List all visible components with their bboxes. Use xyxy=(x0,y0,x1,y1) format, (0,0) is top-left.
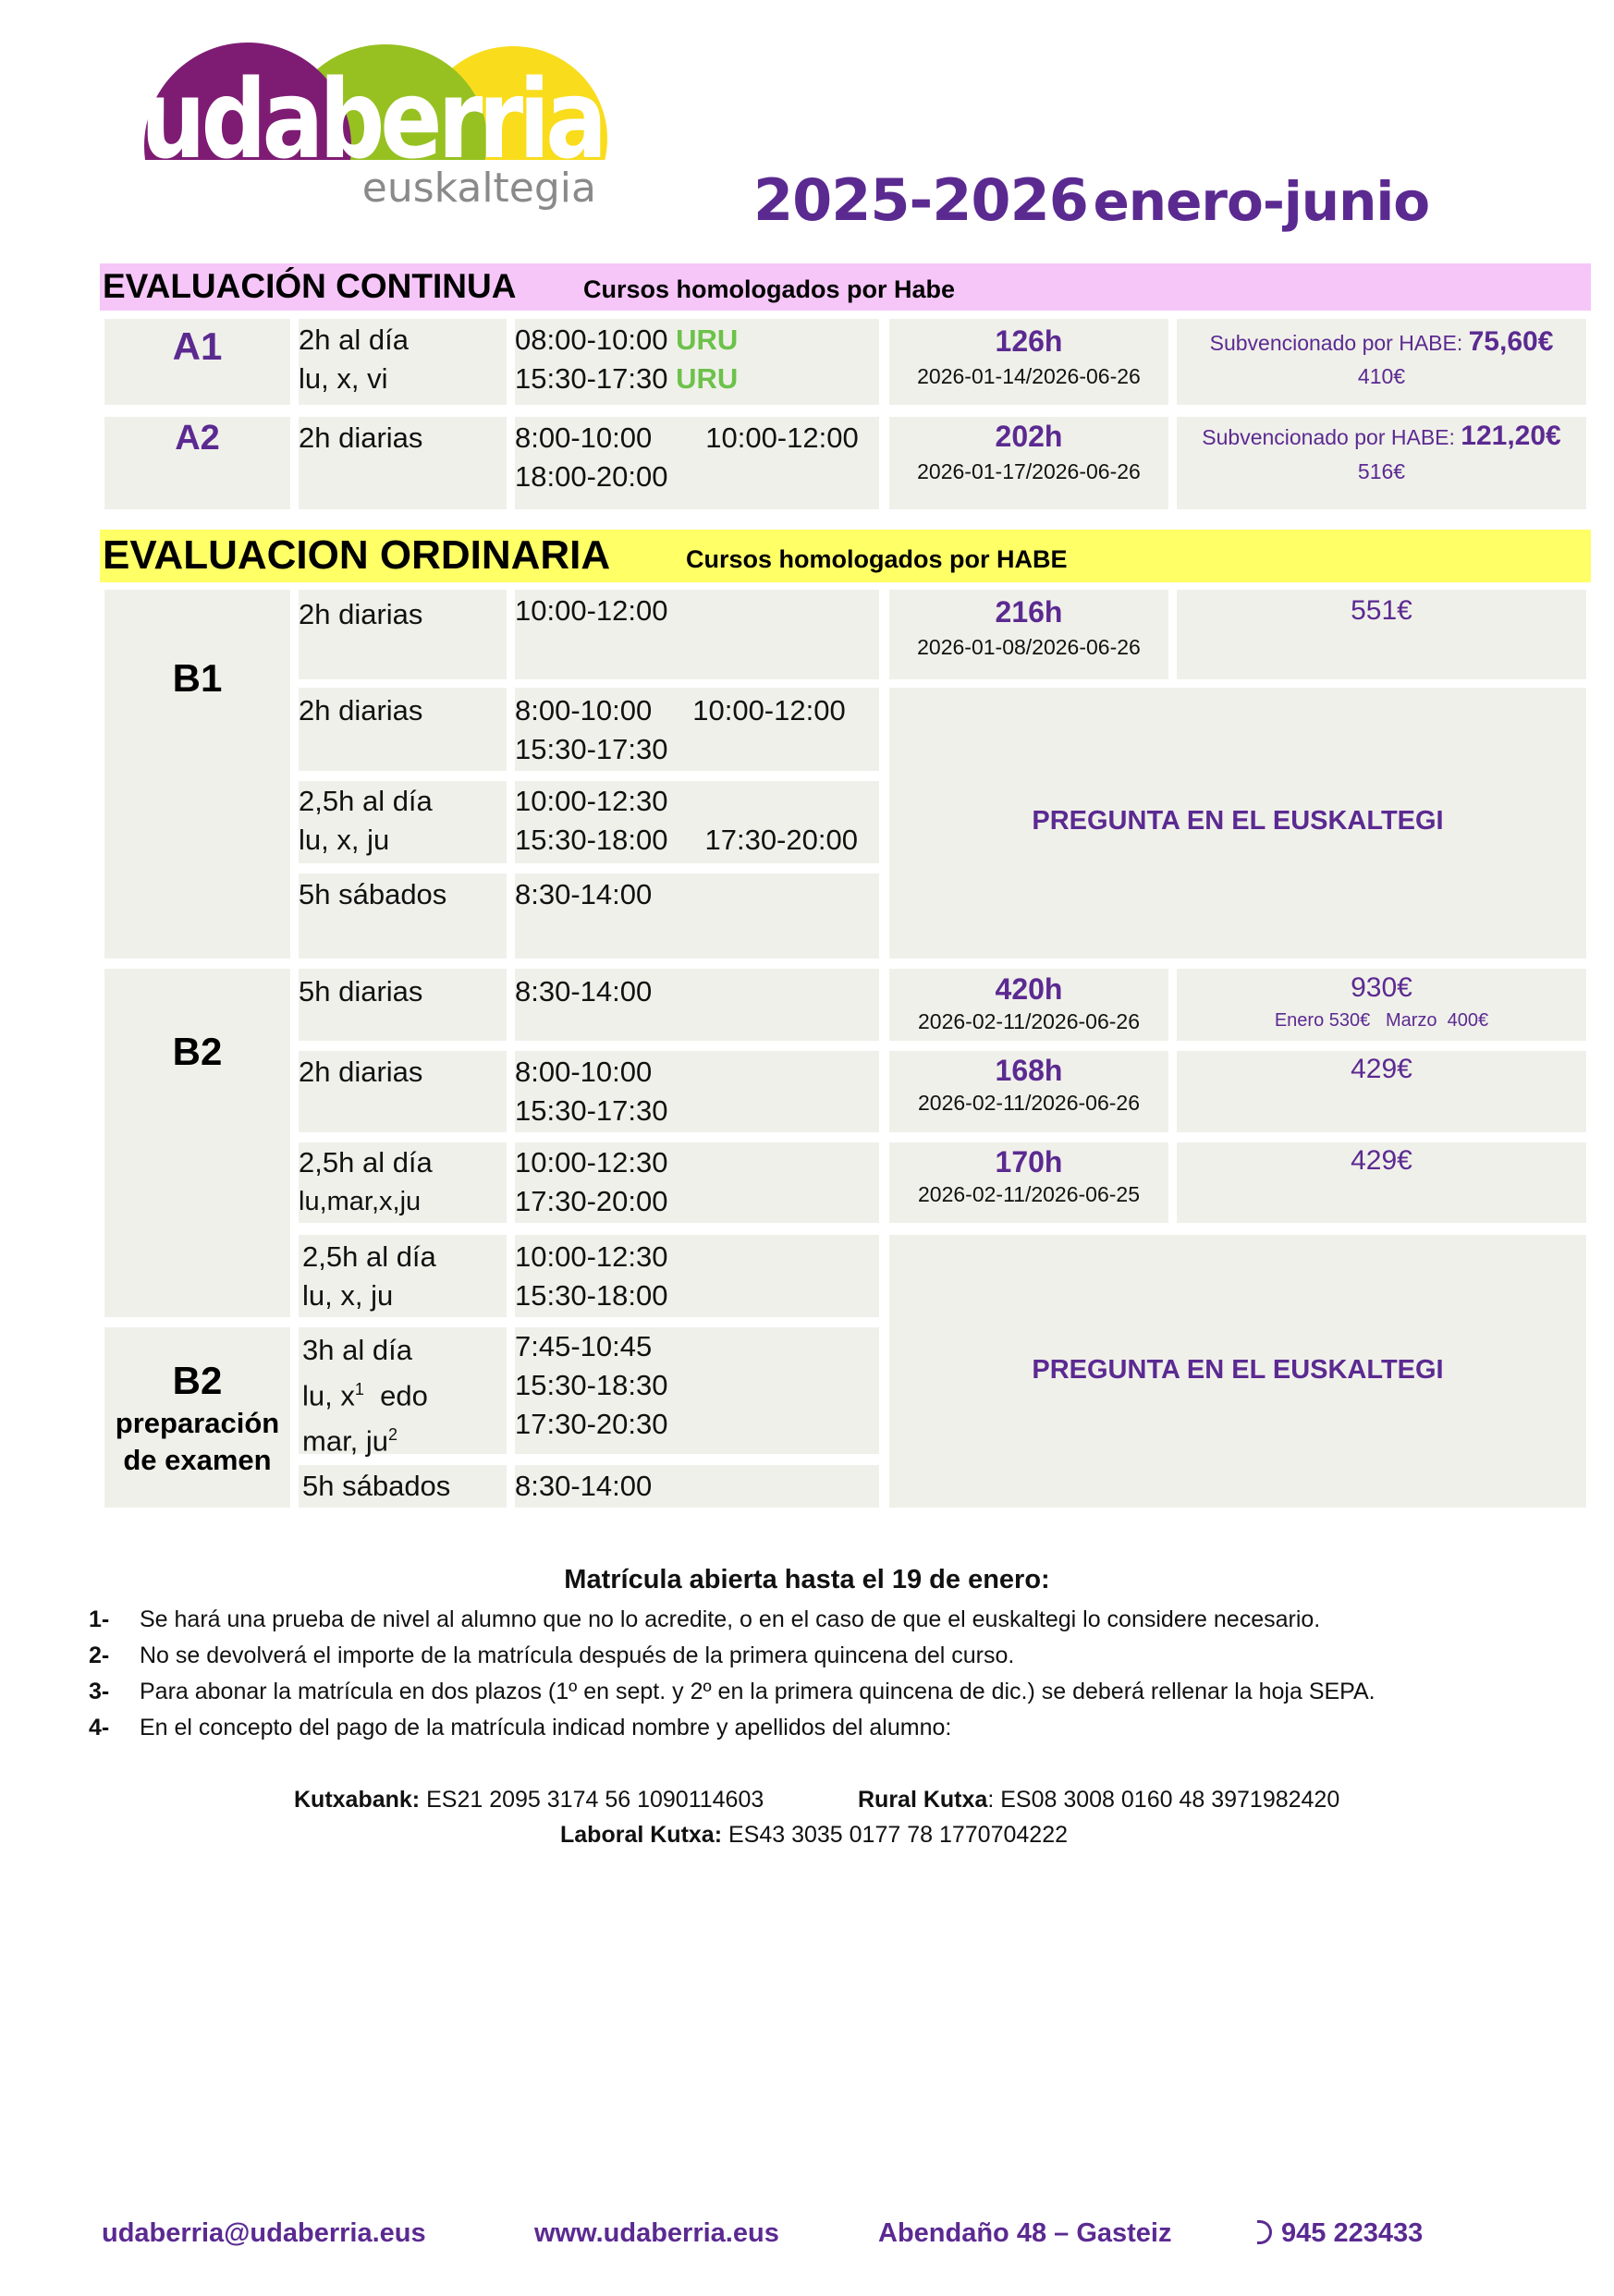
section-title: EVALUACION ORDINARIA xyxy=(103,532,611,578)
price-full: 516€ xyxy=(1357,459,1406,483)
price-label: Subvencionado por HABE: xyxy=(1202,425,1455,449)
logo-subtitle: euskaltegia xyxy=(361,165,596,212)
location-tag: URU xyxy=(676,324,739,356)
ask-cell xyxy=(889,1235,1586,1508)
price-full: 410€ xyxy=(1357,364,1406,388)
title-period: enero-junio xyxy=(1093,170,1430,233)
time-slot: 10:00-12:00 xyxy=(515,594,668,627)
note-text: Para abonar la matrícula en dos plazos (1º en sept. y 2º en la primera quincena de dic.) se deberá rellenar la hoja SEPA. xyxy=(140,1679,1376,1704)
hours-value: 202h xyxy=(995,420,1063,453)
times-cell xyxy=(515,688,879,771)
level-label: B1 xyxy=(172,656,223,700)
times-cell xyxy=(515,1142,879,1223)
time-slot: 8:00-10:00 xyxy=(515,694,653,727)
times-cell xyxy=(515,781,879,863)
time-slot: 10:00-12:00 xyxy=(692,694,846,727)
price-split-value: 530€ xyxy=(1328,1010,1371,1031)
hours-cell xyxy=(889,1142,1168,1223)
level-cell xyxy=(104,319,290,405)
level-cell xyxy=(104,590,290,959)
level-label: A1 xyxy=(172,324,223,368)
schedule-line: 2,5h al día xyxy=(302,1240,436,1273)
time-slot: 10:00-12:30 xyxy=(515,1146,668,1179)
level-cell xyxy=(104,417,290,509)
level-sub: preparación xyxy=(115,1407,280,1439)
note-text: Se hará una prueba de nivel al alumno que no lo acredite, o en el caso de que el euskaltegi lo considere necesario. xyxy=(140,1606,1321,1632)
schedule-days: lu, x, ju xyxy=(299,824,390,856)
footer-email[interactable]: udaberria@udaberria.eus xyxy=(102,2218,426,2248)
times-cell xyxy=(515,417,879,509)
price-value: 930€ xyxy=(1351,972,1412,1003)
phone-number: 945 223433 xyxy=(1281,2218,1424,2248)
bank-name: Laboral Kutxa: xyxy=(560,1822,723,1848)
price-value: 429€ xyxy=(1351,1145,1412,1176)
price-split-label: Enero xyxy=(1274,1010,1325,1031)
time-slot: 8:30-14:00 xyxy=(515,1470,653,1502)
schedule-cell xyxy=(299,1051,507,1132)
section-subtitle: Cursos homologados por Habe xyxy=(583,275,956,303)
schedule-cell xyxy=(299,1235,507,1317)
schedule-cell xyxy=(299,873,507,959)
schedule-days: lu,mar,x,ju xyxy=(299,1187,422,1216)
times-cell xyxy=(515,1327,879,1454)
price-cell xyxy=(1177,1051,1586,1132)
time-slot: 18:00-20:00 xyxy=(515,460,668,493)
schedule-days: lu, x xyxy=(302,1379,355,1412)
time-slot: 10:00-12:30 xyxy=(515,785,668,817)
times-cell xyxy=(515,1465,879,1508)
date-range: 2026-02-11/2026-06-25 xyxy=(918,1182,1140,1206)
time-slot: 15:30-18:00 xyxy=(515,824,668,856)
bank-account xyxy=(560,1822,1068,1849)
schedule-line: 2,5h al día xyxy=(299,785,433,817)
time-slot: 8:30-14:00 xyxy=(515,878,653,910)
schedule-or: edo xyxy=(380,1379,428,1412)
price-label: Subvencionado por HABE: xyxy=(1209,331,1463,355)
note-number: 2- xyxy=(89,1643,110,1668)
logo xyxy=(129,37,610,213)
price-subsidized: 121,20€ xyxy=(1461,421,1561,451)
hours-value: 126h xyxy=(995,324,1063,358)
note-text: En el concepto del pago de la matrícula indicad nombre y apellidos del alumno: xyxy=(140,1715,952,1740)
schedule-line: 5h diarias xyxy=(299,975,423,1008)
bank-account xyxy=(858,1787,1339,1814)
time-slot: 17:30-20:00 xyxy=(515,1185,668,1217)
time-slot: 10:00-12:30 xyxy=(515,1240,668,1273)
ask-label: PREGUNTA EN EL EUSKALTEGI xyxy=(1032,806,1444,836)
ask-label: PREGUNTA EN EL EUSKALTEGI xyxy=(1032,1355,1444,1385)
note-number: 1- xyxy=(89,1606,110,1632)
time-slot: 08:00-10:00 xyxy=(515,324,668,356)
title-years: 2025-2026 xyxy=(753,166,1088,234)
schedule-line: 2h al día xyxy=(299,324,409,356)
time-slot: 17:30-20:30 xyxy=(515,1408,668,1440)
hours-value: 420h xyxy=(995,972,1063,1006)
time-slot: 7:45-10:45 xyxy=(515,1330,653,1362)
footnote-mark: 2 xyxy=(388,1425,398,1445)
price-value: 551€ xyxy=(1351,595,1412,626)
price-split xyxy=(1177,1010,1586,1032)
footnote-mark: 1 xyxy=(354,1380,364,1398)
bank-iban: ES21 2095 3174 56 1090114603 xyxy=(426,1787,764,1813)
location-tag: URU xyxy=(676,362,739,395)
logo-graphic xyxy=(129,37,610,213)
hours-value: 168h xyxy=(995,1054,1063,1087)
price-split-label: Marzo xyxy=(1385,1010,1437,1031)
date-range: 2026-01-08/2026-06-26 xyxy=(917,635,1141,659)
times-cell xyxy=(515,1235,879,1317)
times-cell xyxy=(515,590,879,679)
schedule-line: 5h sábados xyxy=(302,1470,451,1502)
schedule-cell xyxy=(299,1327,507,1458)
schedule-line: 2,5h al día xyxy=(299,1146,433,1179)
time-slot: 15:30-17:30 xyxy=(515,362,668,395)
bank-iban: ES08 3008 0160 48 3971982420 xyxy=(1000,1787,1340,1813)
schedule-line: 5h sábados xyxy=(299,878,447,910)
hours-cell xyxy=(889,319,1168,405)
price-cell xyxy=(1177,590,1586,679)
schedule-cell xyxy=(299,417,507,509)
level-cell xyxy=(104,1327,290,1508)
schedule-cell xyxy=(299,781,507,863)
time-slot: 15:30-18:00 xyxy=(515,1279,668,1312)
price-value: 429€ xyxy=(1351,1054,1412,1084)
schedule-line: 3h al día xyxy=(302,1334,412,1366)
level-sub: de examen xyxy=(123,1444,272,1476)
date-range: 2026-01-17/2026-06-26 xyxy=(917,459,1141,483)
date-range: 2026-02-11/2026-06-26 xyxy=(918,1091,1140,1115)
schedule-line: 2h diarias xyxy=(299,598,423,630)
bank-separator: : xyxy=(987,1787,995,1813)
time-slot: 8:00-10:00 xyxy=(515,1056,653,1088)
section-subtitle: Cursos homologados por HABE xyxy=(686,545,1068,573)
phone-icon xyxy=(1257,2220,1272,2244)
schedule-days: lu, x, ju xyxy=(302,1279,394,1312)
schedule-cell xyxy=(299,590,507,679)
schedule-cell xyxy=(299,969,507,1041)
times-cell xyxy=(515,969,879,1041)
footer-address: Abendaño 48 – Gasteiz xyxy=(878,2218,1172,2248)
note-number: 3- xyxy=(89,1679,110,1704)
time-slot: 8:00-10:00 xyxy=(515,421,653,454)
section-title: EVALUACIÓN CONTINUA xyxy=(103,267,517,305)
footer-website[interactable]: www.udaberria.eus xyxy=(534,2218,779,2248)
section-band-ordinaria xyxy=(100,530,1591,582)
footer-phone[interactable] xyxy=(1257,2218,1423,2249)
time-slot: 15:30-17:30 xyxy=(515,1094,668,1127)
schedule-cell xyxy=(299,1142,507,1223)
level-cell xyxy=(104,969,290,1317)
date-range: 2026-01-14/2026-06-26 xyxy=(917,364,1141,388)
price-subsidized: 75,60€ xyxy=(1468,326,1554,357)
time-slot: 10:00-12:00 xyxy=(705,421,859,454)
bank-account xyxy=(294,1787,764,1814)
schedule-days: lu, x, vi xyxy=(299,362,388,395)
times-cell xyxy=(515,873,879,959)
schedule-cell xyxy=(299,688,507,771)
level-label: A2 xyxy=(175,419,220,458)
hours-cell xyxy=(889,417,1168,509)
hours-cell xyxy=(889,590,1168,679)
hours-cell xyxy=(889,969,1168,1041)
hours-cell xyxy=(889,1051,1168,1132)
schedule-line: 2h diarias xyxy=(299,694,423,727)
schedule-line: 2h diarias xyxy=(299,1056,423,1088)
price-cell xyxy=(1177,1142,1586,1223)
time-slot: 15:30-18:30 xyxy=(515,1369,668,1401)
schedule-cell xyxy=(299,319,507,405)
time-slot: 8:30-14:00 xyxy=(515,975,653,1008)
times-cell xyxy=(515,1051,879,1132)
page-title xyxy=(753,166,1429,234)
bank-name: Kutxabank: xyxy=(294,1787,421,1813)
times-cell xyxy=(515,319,879,405)
price-cell xyxy=(1177,319,1586,405)
hours-value: 216h xyxy=(995,595,1063,629)
section-band-continua xyxy=(100,263,1591,311)
price-cell xyxy=(1177,969,1586,1041)
hours-value: 170h xyxy=(995,1145,1063,1179)
bank-iban: ES43 3035 0177 78 1770704222 xyxy=(728,1822,1069,1848)
price-cell xyxy=(1177,417,1586,509)
ask-cell xyxy=(889,688,1586,959)
note-number: 4- xyxy=(89,1715,110,1740)
schedule-days: mar, ju xyxy=(302,1424,389,1458)
date-range: 2026-02-11/2026-06-26 xyxy=(918,1009,1140,1033)
schedule-cell xyxy=(299,1465,507,1508)
logo-wordmark: udaberria xyxy=(141,55,603,183)
schedule-line: 2h diarias xyxy=(299,421,423,454)
price-split-value: 400€ xyxy=(1447,1010,1489,1031)
note-text: No se devolverá el importe de la matrícula después de la primera quincena del curso. xyxy=(140,1643,1015,1668)
level-label: B2 xyxy=(172,1359,223,1402)
time-slot: 17:30-20:00 xyxy=(704,824,858,856)
notes-title: Matrícula abierta hasta el 19 de enero: xyxy=(564,1565,1050,1594)
level-label: B2 xyxy=(172,1030,223,1073)
bank-name: Rural Kutxa xyxy=(858,1787,988,1813)
time-slot: 15:30-17:30 xyxy=(515,733,668,765)
